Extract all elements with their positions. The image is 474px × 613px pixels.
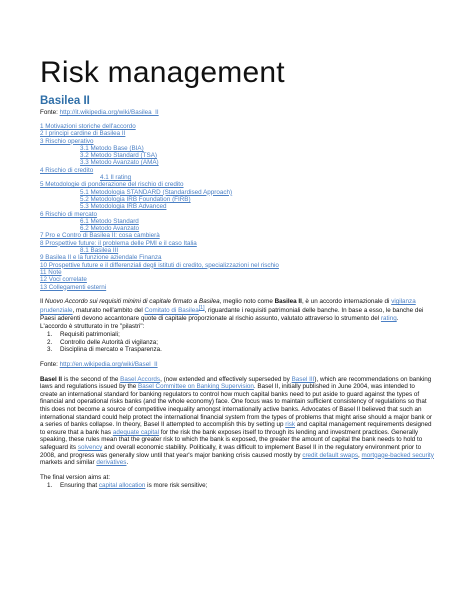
toc-item (40, 189, 434, 196)
toc-item (40, 276, 434, 283)
link-basel-committee[interactable]: Basel Committee on Banking Supervision (138, 383, 254, 391)
italian-paragraph (40, 298, 434, 330)
toc-link[interactable]: 5.3 Metodologia IRB Advanced (80, 203, 167, 211)
document-page (40, 56, 434, 490)
link-rating[interactable]: rating (380, 315, 397, 323)
toc-link[interactable]: 5 Metodologie di ponderazione del rischio di credito (40, 181, 184, 189)
toc-item (40, 181, 434, 188)
link-risk[interactable]: risk (285, 421, 296, 429)
list-text: Requisiti patrimoniali; (60, 331, 120, 339)
section-subtitle: Basilea II (40, 95, 90, 107)
toc-link[interactable]: 8 Prospettive future: il problema delle PMI e il caso Italia (40, 239, 197, 247)
final-version-list (40, 482, 434, 490)
toc-link[interactable]: 9 Basilea II e la funzione aziendale Finanza (40, 254, 162, 262)
english-paragraph (40, 376, 434, 467)
toc-link[interactable]: 5.2 Metodologia IRB Foundation (FIRB) (80, 195, 191, 203)
text-run: is more risk sensitive; (145, 482, 208, 490)
link-basel-iii[interactable]: Basel III (291, 375, 315, 383)
toc-item (40, 174, 434, 181)
source-link-italian[interactable]: http://it.wikipedia.org/wiki/Basilea_II (59, 109, 159, 116)
table-of-contents (40, 123, 434, 291)
pillars-intro: L'accordo è strutturato in tre "pilastri": (40, 322, 145, 330)
text-run: markets and similar (40, 459, 97, 467)
source-label: Fonte: (40, 361, 60, 369)
toc-link[interactable]: 2 I principi cardine di Basilea II (40, 130, 126, 138)
toc-item (40, 152, 434, 159)
toc-link[interactable]: 12 Voci correlate (40, 276, 87, 284)
link-credit-default-swaps[interactable]: credit default swaps (302, 451, 358, 459)
text-run: , (now extended and effectively superseded by (160, 375, 292, 383)
final-version-intro: The final version aims at: (40, 473, 110, 481)
list-text: Controllo delle Autorità di vigilanza; (60, 338, 159, 346)
toc-item (40, 240, 434, 247)
toc-item (40, 167, 434, 174)
text-run: and capital management requirements designed to ensure that a bank has (40, 421, 432, 436)
toc-item (40, 123, 434, 130)
pillars-list (40, 331, 434, 354)
toc-link[interactable]: 1 Motivazioni storiche dell'accordo (40, 123, 136, 130)
toc-link[interactable]: 4.1 Il rating (100, 174, 132, 182)
text-run: . (396, 315, 399, 323)
toc-item (40, 284, 434, 291)
list-number: 2. (47, 338, 53, 346)
list-number: 1. (47, 482, 53, 490)
list-number: 3. (47, 346, 53, 354)
link-vigilanza-prudenziale[interactable]: vigilanza prudenziale (40, 297, 416, 315)
text-run-bold: Basilea II (274, 297, 302, 305)
toc-item (40, 262, 434, 269)
text-run: for the risk the bank exposes itself to through its lending and investment practices. Generally speaking, these rules mean that the greater risk to which the bank is exposed, the greater the amount of capital the bank needs to hold to safeguard its (40, 428, 423, 452)
source-line-english (40, 361, 434, 369)
toc-link[interactable]: 3.1 Metodo Base (BIA) (80, 144, 144, 152)
text-run: , è un accordo internazionale di (301, 297, 392, 305)
toc-item (40, 159, 434, 166)
list-number: 1. (47, 331, 53, 339)
source-line-italian (40, 109, 434, 117)
text-run: Il (40, 297, 45, 305)
link-mortgage-backed-security[interactable]: mortgage-backed security (361, 451, 434, 459)
footnote-link[interactable]: [1] (198, 305, 205, 312)
text-run: , riguardante i requisiti patrimoniali delle banche. In base a esso, le banche dei Paesi aderenti devono accantonare quote di capitale proporzionate al rischio assunto, valutato attraverso lo strumento del (40, 307, 424, 323)
link-adequate-capital[interactable]: adequate capital (112, 428, 160, 436)
toc-link[interactable]: 6.2 Metodo Avanzato (80, 225, 140, 233)
toc-link[interactable]: 11 Note (40, 268, 62, 276)
text-run: , meglio noto come (219, 297, 275, 305)
toc-link[interactable]: 3.2 Metodo Standard (TSA) (80, 152, 158, 160)
toc-item (40, 218, 434, 225)
list-item (40, 482, 434, 490)
toc-item (40, 145, 434, 152)
link-basel-accords[interactable]: Basel Accords (120, 375, 161, 383)
toc-item (40, 211, 434, 218)
toc-link[interactable]: 8.1 Basilea III (80, 247, 119, 255)
text-run: , maturato nell'ambito del (72, 307, 145, 315)
text-run-bold: Basel II (40, 375, 63, 383)
text-run: ), which are recommendations on banking laws and regulations issued by the (40, 375, 432, 391)
toc-link[interactable]: 3 Rischio operativo (40, 137, 94, 145)
list-item (40, 346, 434, 354)
text-run: and overall economic stability. Politically, it was difficult to implement Basel II in the regulatory environment prior to 2008, and progress was generally slow until that year's major banking crisis caused mostly by (40, 444, 422, 459)
toc-item (40, 130, 434, 137)
toc-link[interactable]: 3.3 Metodo Avanzato (AMA) (80, 159, 159, 167)
text-run: . (126, 459, 129, 467)
toc-item (40, 225, 434, 232)
text-run: Ensuring that (60, 482, 99, 490)
list-text (60, 482, 207, 490)
toc-link[interactable]: 13 Collegamenti esterni (40, 283, 107, 291)
toc-item (40, 196, 434, 203)
toc-link[interactable]: 5.1 Metodologia STANDARD (Standardised Approach) (80, 188, 233, 196)
list-text: Disciplina di mercato e Trasparenza. (60, 346, 162, 354)
text-run: , (357, 451, 362, 459)
toc-link[interactable]: 10 Prospettive future e il differenziali degli istituti di credito, specializzazioni nel rischio (40, 261, 279, 269)
toc-item (40, 269, 434, 276)
link-capital-allocation[interactable]: capital allocation (98, 482, 146, 490)
source-label: Fonte: (40, 109, 58, 116)
text-run: is the second of the (62, 375, 121, 383)
toc-item (40, 247, 434, 254)
toc-link[interactable]: 4 Rischio di credito (40, 166, 94, 174)
link-derivatives[interactable]: derivatives (96, 459, 127, 467)
page-title: Risk management (40, 56, 285, 89)
toc-link[interactable]: 6 Rischio di mercato (40, 210, 98, 218)
list-item (40, 331, 434, 339)
toc-item (40, 232, 434, 239)
toc-item (40, 254, 434, 261)
toc-item (40, 203, 434, 210)
toc-link[interactable]: 7 Pro e Contro di Basilea II: cosa cambierà (40, 232, 160, 240)
list-item (40, 339, 434, 347)
link-comitato-di-basilea[interactable]: Comitato di Basilea (144, 307, 199, 315)
link-solvency[interactable]: solvency (77, 444, 103, 452)
text-run-italic: Nuovo Accordo sui requisiti minimi di capitale firmato a Basilea (44, 297, 220, 305)
source-link-english[interactable]: http://en.wikipedia.org/wiki/Basel_II (59, 361, 158, 369)
toc-link[interactable]: 6.1 Metodo Standard (80, 217, 139, 225)
toc-item (40, 138, 434, 145)
text-run: . Basel II, initially published in June 2004, was intended to create an international standard for banking regulators to control how much capital banks need to put aside to guard against the types of financial and operational risks banks (and the whole economy) face. One focus was to maintain sufficient consistency of regulations so that this does not become a source of competitive inequality amongst internationally active banks. Advocates of Basel II believed that such an international standard could help protect the international financial system from the types of problems that might arise should a major bank or a series of banks collapse. In theory, Basel II attempted to accomplish this by setting up (40, 383, 433, 429)
